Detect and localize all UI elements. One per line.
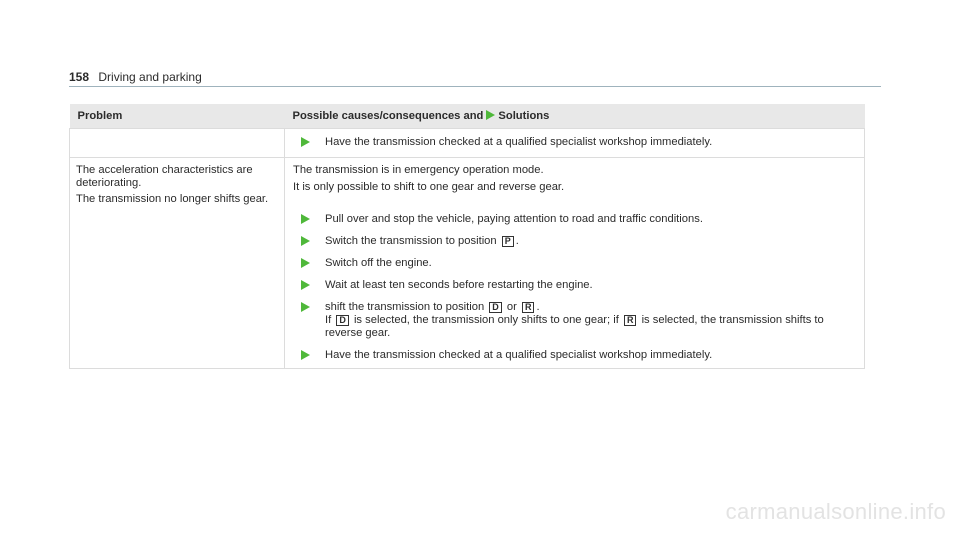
solutions-cell xyxy=(285,158,865,369)
watermark: carmanualsonline.info xyxy=(725,499,946,524)
problem-text: The transmission no longer shifts gear. xyxy=(76,193,269,205)
arrow-right-icon xyxy=(301,350,310,360)
column-header-problem: Problem xyxy=(70,104,285,129)
solution-step: Switch the transmission to position P . xyxy=(293,235,856,248)
cause-text: It is only possible to shift to one gear and reverse gear. xyxy=(293,181,565,193)
solution-step: Have the transmission checked at a qualified specialist workshop immediately. xyxy=(293,136,856,149)
arrow-right-icon xyxy=(301,137,310,147)
problem-text: The acceleration characteristics are deteriorating. xyxy=(76,164,253,189)
arrow-right-icon xyxy=(301,258,310,268)
arrow-right-icon xyxy=(486,110,495,120)
gear-d-icon: D xyxy=(489,302,502,313)
solution-step: Wait at least ten seconds before restarting the engine. xyxy=(293,279,856,292)
solution-step: Have the transmission checked at a qualified specialist workshop immediately. xyxy=(293,349,856,362)
solution-step: shift the transmission to position D or R . If D is selected, the transmission only shifts to one gear; if R is selected, the transmission shifts to reverse gear. xyxy=(293,301,856,340)
problem-cell xyxy=(70,158,285,369)
problem-solution-table xyxy=(69,104,865,369)
gear-r-icon: R xyxy=(624,315,637,326)
solution-step: Pull over and stop the vehicle, paying attention to road and traffic conditions. xyxy=(293,213,856,226)
column-header-solutions: Possible causes/consequences and Solutions xyxy=(285,104,865,129)
gear-r-icon: R xyxy=(522,302,535,313)
page-number: 158 xyxy=(69,70,90,84)
solution-step: Switch off the engine. xyxy=(293,257,856,270)
section-title: Driving and parking xyxy=(98,70,202,84)
gear-p-icon: P xyxy=(502,236,514,247)
page-header xyxy=(69,70,202,84)
table-row xyxy=(70,158,865,369)
arrow-right-icon xyxy=(301,236,310,246)
gear-d-icon: D xyxy=(336,315,349,326)
problem-cell xyxy=(70,129,285,158)
table-row xyxy=(70,129,865,158)
solutions-cell xyxy=(285,129,865,158)
header-divider xyxy=(69,86,881,87)
arrow-right-icon xyxy=(301,214,310,224)
table-header-row xyxy=(70,104,865,129)
cause-text: The transmission is in emergency operation mode. xyxy=(293,164,544,176)
arrow-right-icon xyxy=(301,302,310,312)
arrow-right-icon xyxy=(301,280,310,290)
